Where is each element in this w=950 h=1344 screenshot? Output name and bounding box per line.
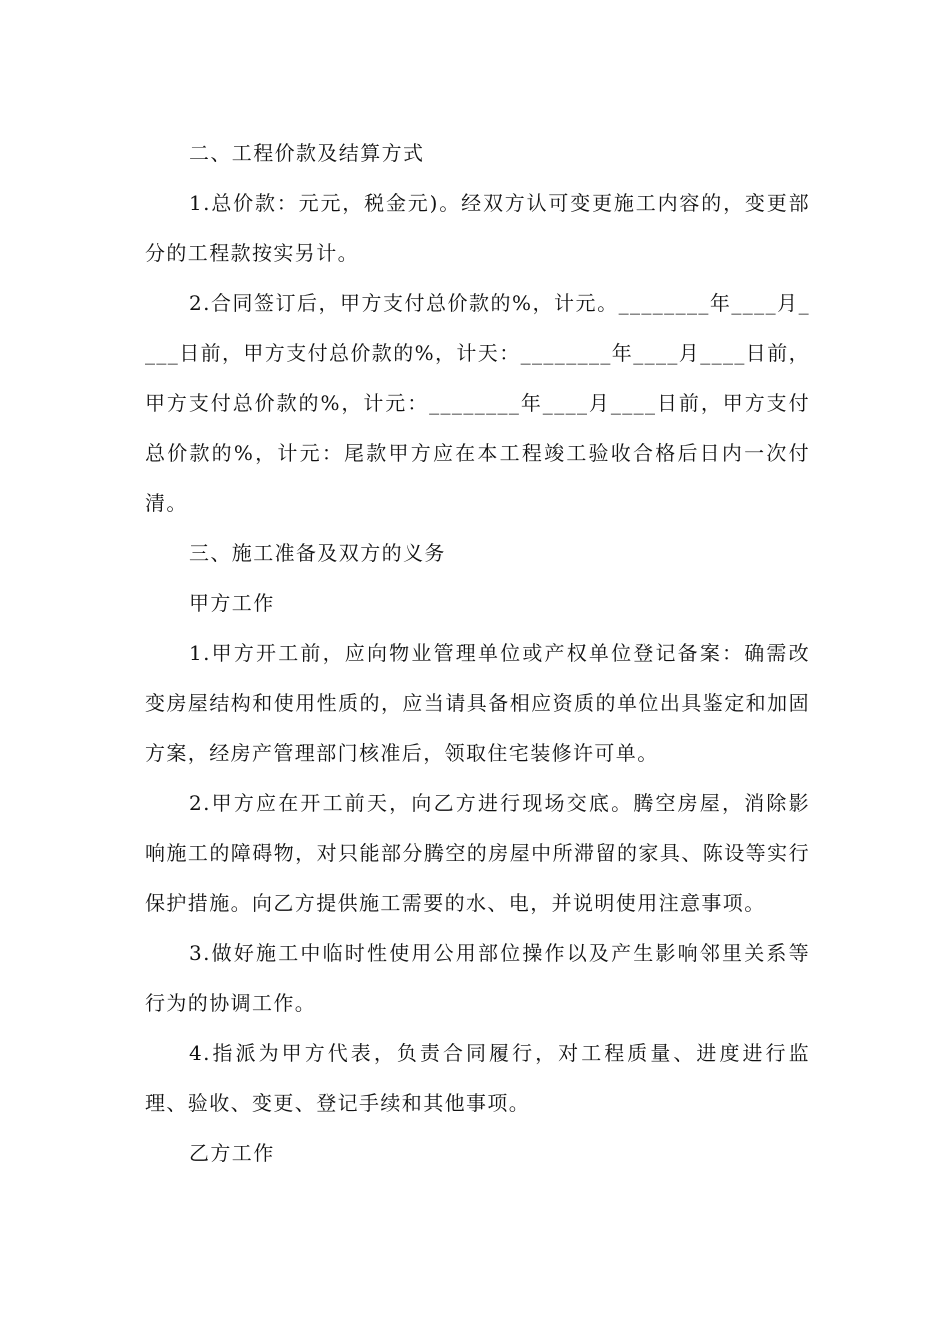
- clause-party-a-representative: 4.指派为甲方代表，负责合同履行，对工程质量、进度进行监理、验收、变更、登记手续和其他事项。: [145, 1041, 810, 1115]
- clause-payment-schedule: 2.合同签订后，甲方支付总价款的%，计元。________年____月____日前，甲方支付总价款的%，计天：________年____月____日前，甲方支付总价款的%，计元：________年____月____日前，甲方支付总价款的%，计元：尾款甲方应在本工程竣工验收合格后日内一次付清。: [145, 291, 811, 515]
- clause-party-a-site-handover: 2.甲方应在开工前天，向乙方进行现场交底。腾空房屋，消除影响施工的障碍物，对只能部分腾空的房屋中所滞留的家具、陈设等实行保护措施。向乙方提供施工需要的水、电，并说明使用注意事项。: [145, 791, 810, 915]
- clause-party-a-coordination: 3.做好施工中临时性使用公用部位操作以及产生影响邻里关系等行为的协调工作。: [145, 941, 810, 1015]
- section-heading-obligations: 三、施工准备及双方的义务: [189, 541, 446, 565]
- clause-total-price: 1.总价款：元元，税金元)。经双方认可变更施工内容的，变更部分的工程款按实另计。: [145, 191, 810, 265]
- document-body: [145, 128, 810, 1178]
- section-heading-payment: 二、工程价款及结算方式: [189, 141, 425, 165]
- subheading-party-a-work: 甲方工作: [189, 591, 275, 615]
- subheading-party-b-work: 乙方工作: [189, 1141, 275, 1165]
- clause-party-a-registration: 1.甲方开工前，应向物业管理单位或产权单位登记备案：确需改变房屋结构和使用性质的，应当请具备相应资质的单位出具鉴定和加固方案，经房产管理部门核准后，领取住宅装修许可单。: [145, 641, 810, 765]
